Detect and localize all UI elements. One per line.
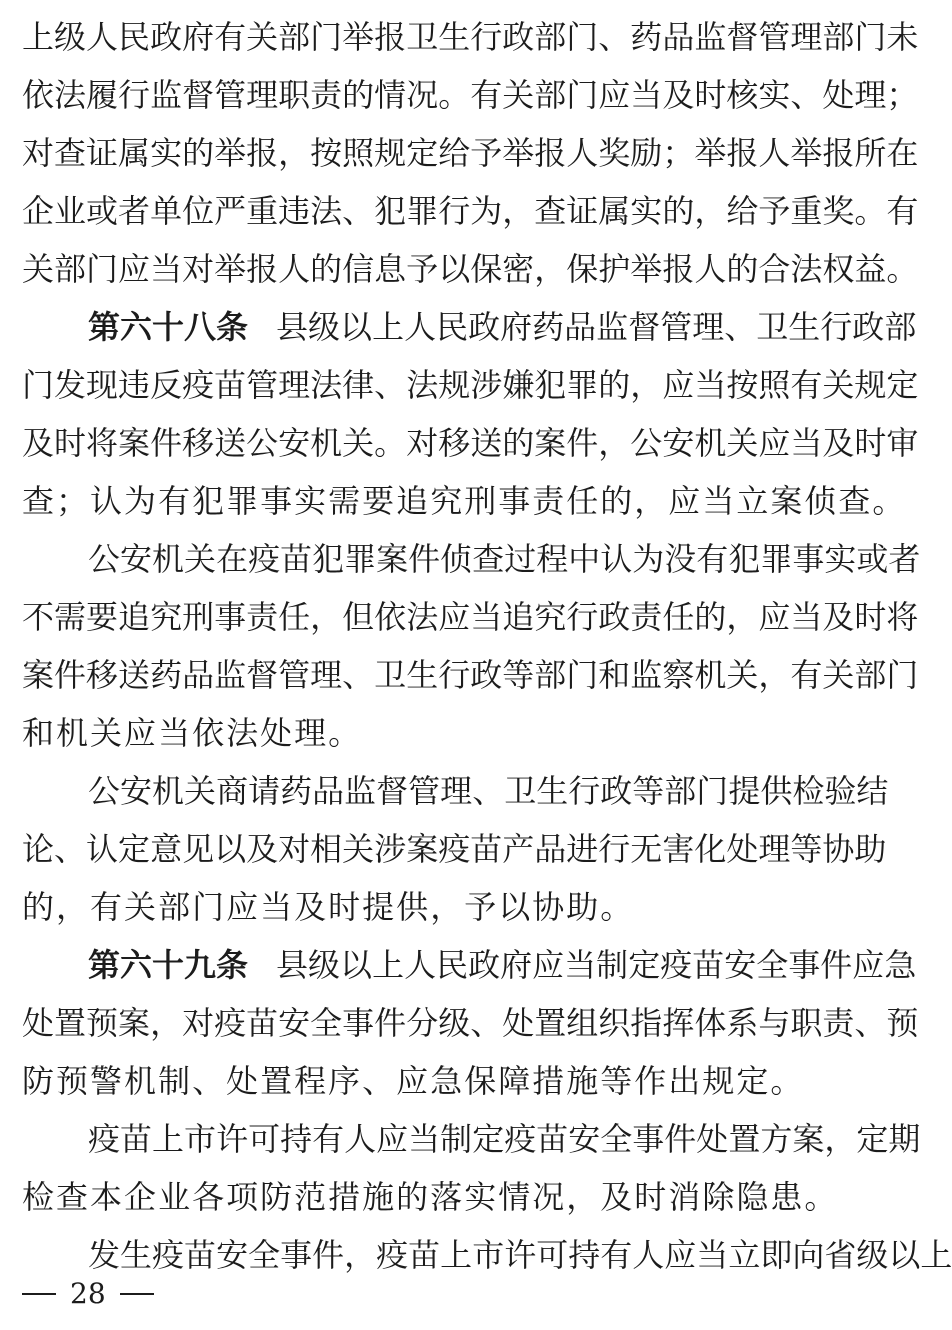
paragraph-line: 查 ； 认 为 有 犯 罪 事 实 需 要 追 究 刑 事 责 任 的 ， 应 当 立 案 侦 查 。	[22, 482, 907, 520]
paragraph-line: 疫 苗 上 市 许 可 持 有 人 应 当 制 定 疫 苗 安 全 事 件 处 置 方 案 ， 定 期	[88, 1120, 921, 1158]
paragraph-line: 案 件 移 送 药 品 监 督 管 理 、 卫 生 行 政 等 部 门 和 监 察 机 关 ， 有 关 部 门	[22, 656, 919, 694]
page-number-footer	[22, 1274, 154, 1314]
paragraph-line: 关 部 门 应 当 对 举 报 人 的 信 息 予 以 保 密 ， 保 护 举 报 人 的 合 法 权 益 。	[22, 250, 919, 288]
paragraph-line: 发 生 疫 苗 安 全 事 件 ， 疫 苗 上 市 许 可 持 有 人 应 当 立 即 向 省 级 以 上	[88, 1236, 952, 1274]
paragraph-first-line	[88, 298, 917, 356]
paragraph-line: 对 查 证 属 实 的 举 报 ， 按 照 规 定 给 予 举 报 人 奖 励 ； 举 报 人 举 报 所 在	[22, 134, 919, 172]
paragraph-line: 公 安 机 关 在 疫 苗 犯 罪 案 件 侦 查 过 程 中 认 为 没 有 犯 罪 事 实 或 者	[88, 540, 921, 578]
paragraph-line: 和 机 关 应 当 依 法 处 理 。	[22, 714, 363, 752]
paragraph-line: 不 需 要 追 究 刑 事 责 任 ， 但 依 法 应 当 追 究 行 政 责 任 的 ， 应 当 及 时 将	[22, 598, 919, 636]
paragraph-line: 检 查 本 企 业 各 项 防 范 措 施 的 落 实 情 况 ， 及 时 消 除 隐 患 。	[22, 1178, 839, 1216]
paragraph-line: 处 置 预 案 ， 对 疫 苗 安 全 事 件 分 级 、 处 置 组 织 指 挥 体 系 与 职 责 、 预	[22, 1004, 919, 1042]
page-number: 28	[70, 1277, 106, 1310]
paragraph-line: 上 级 人 民 政 府 有 关 部 门 举 报 卫 生 行 政 部 门 、 药 品 监 督 管 理 部 门 未	[22, 18, 919, 56]
paragraph-line: 县 级 以 上 人 民 政 府 药 品 监 督 管 理 、 卫 生 行 政 部	[276, 308, 917, 346]
paragraph-line: 及 时 将 案 件 移 送 公 安 机 关 。 对 移 送 的 案 件 ， 公 安 机 关 应 当 及 时 审	[22, 424, 919, 462]
paragraph-line: 县 级 以 上 人 民 政 府 应 当 制 定 疫 苗 安 全 事 件 应 急	[276, 946, 917, 984]
paragraph-line: 的 ， 有 关 部 门 应 当 及 时 提 供 ， 予 以 协 助 。	[22, 888, 635, 926]
paragraph-line: 防 预 警 机 制 、 处 置 程 序 、 应 急 保 障 措 施 等 作 出 规 定 。	[22, 1062, 805, 1100]
article-title: 第六十八条	[88, 308, 249, 346]
paragraph-line: 门 发 现 违 反 疫 苗 管 理 法 律 、 法 规 涉 嫌 犯 罪 的 ， 应 当 按 照 有 关 规 定	[22, 366, 919, 404]
dash-decoration	[22, 1293, 56, 1295]
dash-decoration	[120, 1293, 154, 1295]
paragraph-line: 依 法 履 行 监 督 管 理 职 责 的 情 况 。 有 关 部 门 应 当 及 时 核 实 、 处 理 ；	[22, 76, 919, 114]
paragraph-first-line	[88, 936, 917, 994]
paragraph-line: 企 业 或 者 单 位 严 重 违 法 、 犯 罪 行 为 ， 查 证 属 实 的 ， 给 予 重 奖 。 有	[22, 192, 919, 230]
paragraph-line: 公 安 机 关 商 请 药 品 监 督 管 理 、 卫 生 行 政 等 部 门 提 供 检 验 结	[88, 772, 889, 810]
paragraph-line: 论 、 认 定 意 见 以 及 对 相 关 涉 案 疫 苗 产 品 进 行 无 害 化 处 理 等 协 助	[22, 830, 887, 868]
article-title: 第六十九条	[88, 946, 249, 984]
